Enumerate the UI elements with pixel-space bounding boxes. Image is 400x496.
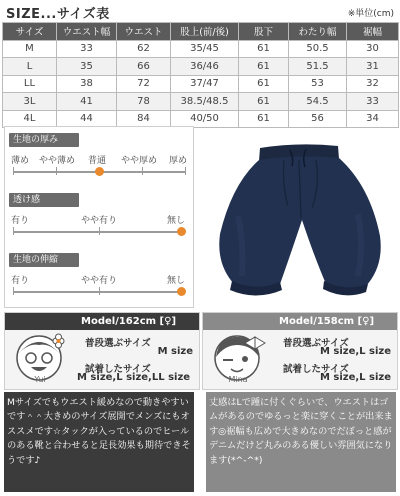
scale-label: やや有り [81,276,118,286]
table-cell: LL [3,75,57,93]
table-cell: 44 [57,110,117,128]
table-cell: 32 [347,75,399,93]
scale-label: 有り [11,276,30,286]
comment-mina: 丈感はLで踵に付くぐらいで、ウエストはゴムがあるのでゆるっと楽に穿くことが出来ます◎裾幅も広めで大きめなのでだぼっと感がデニムだけど丸みのある優しい雰囲気になります(*^-^*) [206,392,396,492]
column-header: 股上(前/後) [171,23,239,41]
table-cell: 72 [117,75,171,93]
table-cell: 31 [347,58,399,76]
table-cell: 4L [3,110,57,128]
table-cell: 53 [289,75,347,93]
scale-label: やや有り [81,216,118,226]
table-cell: 30 [347,40,399,58]
model-card-mina [202,312,398,390]
usual-size-label: 普段選ぶサイズ [85,338,151,349]
table-cell: 37/47 [171,75,239,93]
table-cell: 35 [57,58,117,76]
table-cell: 40/50 [171,110,239,128]
table-cell: 36/46 [171,58,239,76]
fabric-features-panel [4,126,194,308]
scale-tick [99,227,100,235]
scale-tick [142,167,143,175]
table-cell: 33 [347,93,399,111]
model-name: Yui [34,375,46,384]
scale-marker [177,287,186,296]
scale-label: 普通 [88,156,107,166]
column-header: サイズ [3,23,57,41]
table-cell: 61 [239,75,289,93]
column-header: わたり幅 [289,23,347,41]
scale-tick [13,227,14,235]
model-height: Model/162cm [♀] [81,316,177,327]
scale-label: やや厚め [121,156,158,166]
stretch-badge: 生地の伸縮 [9,253,79,267]
model-header [203,313,397,330]
table-row [3,110,399,128]
model-height: Model/158cm [♀] [279,316,375,327]
tried-size-label: 試着したサイズ [85,364,151,375]
page-title: SIZE...サイズ表 [6,7,110,22]
transparency-badge: 透け感 [9,193,79,207]
table-row [3,93,399,111]
column-header: ウエスト幅 [57,23,117,41]
table-cell: 78 [117,93,171,111]
table-row [3,75,399,93]
scale-tick [56,167,57,175]
tried-size-value: M size,L size [319,372,391,383]
scale-label: 無し [167,276,186,286]
table-header-row [3,23,399,41]
usual-size-label: 普段選ぶサイズ [283,338,349,349]
table-cell: 84 [117,110,171,128]
model-name: Mina [228,375,248,384]
usual-size-value: M size [157,346,193,357]
model-header [5,313,199,330]
column-header: 裾幅 [347,23,399,41]
table-cell: 61 [239,93,289,111]
scale-tick [99,287,100,295]
scale-marker [95,167,104,176]
comment-yui: Mサイズでもウエスト緩めなので動きやすいです＾＾大きめのサイズ展開でメンズにもオススメです☆タックが入っているのでヒールのある靴と合わせると足長効果も期待できそうです♪ [4,392,194,492]
column-header: ウエスト [117,23,171,41]
denim-pants-illustration [198,126,396,306]
table-cell: 34 [347,110,399,128]
column-header: 股下 [239,23,289,41]
table-row [3,40,399,58]
table-cell: 38 [57,75,117,93]
scale-label: 有り [11,216,30,226]
table-cell: 41 [57,93,117,111]
table-cell: 35/45 [171,40,239,58]
table-cell: 3L [3,93,57,111]
tried-size-label: 試着したサイズ [283,364,349,375]
usual-size-value: M size,L size [319,346,391,357]
table-cell: 51.5 [289,58,347,76]
size-header [0,0,400,22]
thickness-badge: 生地の厚み [9,133,79,147]
table-cell: 62 [117,40,171,58]
table-cell: 61 [239,58,289,76]
scale-tick [13,167,14,175]
scale-tick [185,167,186,175]
model-card-yui [4,312,200,390]
table-cell: 61 [239,40,289,58]
scale-label: やや薄め [39,156,76,166]
scale-label: 無し [167,216,186,226]
tried-size-value: M size,L size,LL size [77,372,191,383]
table-cell: 33 [57,40,117,58]
table-cell: L [3,58,57,76]
table-cell: 56 [289,110,347,128]
table-cell: 66 [117,58,171,76]
scale-tick [13,287,14,295]
size-table [2,22,399,128]
scale-label: 薄め [11,156,30,166]
table-cell: 54.5 [289,93,347,111]
scale-label: 厚め [169,156,188,166]
table-cell: 50.5 [289,40,347,58]
table-cell: M [3,40,57,58]
unit-note: ※単位(cm) [347,9,394,19]
table-cell: 61 [239,110,289,128]
table-row [3,58,399,76]
product-image [198,126,396,306]
table-cell: 38.5/48.5 [171,93,239,111]
scale-marker [177,227,186,236]
